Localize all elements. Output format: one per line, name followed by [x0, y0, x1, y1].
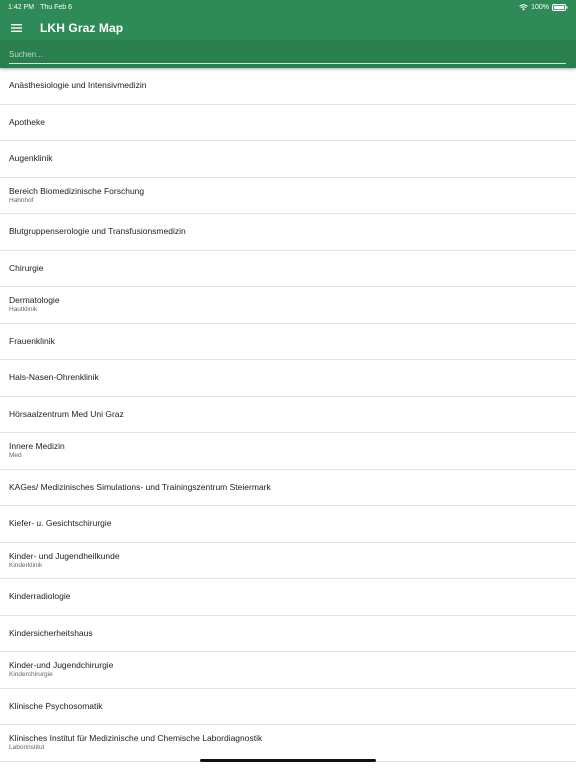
list-item-subtitle: Hahnhof [9, 196, 34, 204]
list-item-title: Kindersicherheitshaus [9, 627, 93, 638]
list-item-title: Kinder- und Jugendheilkunde [9, 550, 120, 561]
list-item[interactable] [0, 433, 576, 470]
list-item[interactable] [0, 214, 576, 251]
list-item-subtitle: Laborinstitut [9, 744, 45, 752]
list-item-subtitle: Med [9, 452, 22, 460]
list-item-title: Apotheke [9, 116, 45, 127]
list-item-title: Klinisches Institut für Medizinische und Chemische Labordiagnostik [9, 733, 263, 744]
app-title: LKH Graz Map [40, 20, 124, 35]
list-item-title: Frauenklinik [9, 335, 55, 346]
list-item-title: Dermatologie [9, 295, 60, 306]
list-item[interactable] [0, 68, 576, 105]
list-item[interactable] [0, 287, 576, 324]
app-bar [0, 14, 576, 41]
list-item[interactable] [0, 506, 576, 543]
menu-button[interactable] [0, 14, 32, 41]
list-item[interactable] [0, 360, 576, 397]
status-time: 1:42 PM [8, 3, 35, 11]
list-item-title: Bereich Biomedizinische Forschung [9, 185, 145, 196]
search-bar [0, 41, 576, 68]
list-item-title: Anästhesiologie und Intensivmedizin [9, 80, 147, 91]
status-bar [0, 0, 576, 14]
list-item[interactable] [0, 470, 576, 507]
list-item-subtitle: Kinderklinik [9, 561, 43, 569]
department-list [0, 68, 576, 762]
list-item-title: Kinder-und Jugendchirurgie [9, 660, 114, 671]
list-item[interactable] [0, 652, 576, 689]
list-item[interactable] [0, 178, 576, 215]
list-item[interactable] [0, 397, 576, 434]
list-item-title: KAGes/ Medizinisches Simulations- und Trainingszentrum Steiermark [9, 481, 271, 492]
list-item[interactable] [0, 579, 576, 616]
list-item-title: Klinische Psychosomatik [9, 700, 103, 711]
list-item[interactable] [0, 324, 576, 361]
battery-icon [552, 4, 568, 11]
list-item-title: Blutgruppenserologie und Transfusionsmedizin [9, 226, 186, 237]
list-item-title: Chirurgie [9, 262, 44, 273]
list-item[interactable] [0, 251, 576, 288]
list-item-title: Innere Medizin [9, 441, 65, 452]
battery-percent: 100% [531, 3, 549, 11]
list-item[interactable] [0, 616, 576, 653]
list-item[interactable] [0, 725, 576, 762]
list-item-title: Kiefer- u. Gesichtschirurgie [9, 518, 112, 529]
wifi-icon [519, 4, 528, 11]
status-date: Thu Feb 6 [40, 3, 72, 11]
hamburger-menu-icon [11, 24, 22, 32]
search-input[interactable] [9, 46, 566, 64]
home-indicator [200, 759, 376, 762]
list-item-title: Hals-Nasen-Ohrenklinik [9, 372, 99, 383]
list-item[interactable] [0, 105, 576, 142]
list-item-subtitle: Hautklinik [9, 306, 38, 314]
status-right [519, 4, 568, 11]
list-item-title: Hörsaalzentrum Med Uni Graz [9, 408, 124, 419]
list-item-title: Kinderradiologie [9, 591, 71, 602]
list-item-subtitle: Kinderchirurgie [9, 671, 53, 679]
list-item[interactable] [0, 141, 576, 178]
list-item-title: Augenklinik [9, 153, 53, 164]
list-item[interactable] [0, 689, 576, 726]
list-item[interactable] [0, 543, 576, 580]
